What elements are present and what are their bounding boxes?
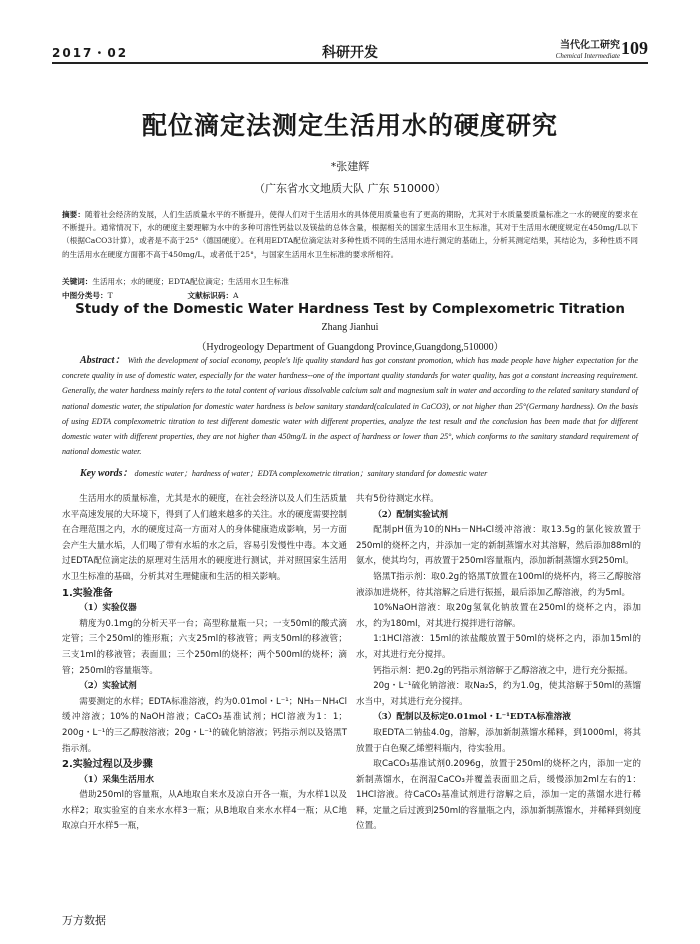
journal-name-cn: 当代化工研究 [560, 40, 620, 51]
eriochrome-paragraph: 铬黑T指示剂：取0.2g的铬黑T放置在100ml的烧杯内，将三乙醇胺溶液添加进烧杯，待其溶解之后进行振摇，最后添加乙醇溶液，约为5ml。 [356, 571, 641, 598]
reagents-paragraph: 需要测定的水样；EDTA标准溶液，约为0.01mol・L⁻¹；NH₃－NH₄Cl缓冲溶液；10%的NaOH溶液；CaCO₃基准试剂；HCl溶液为1：1；200g・L⁻¹的三乙醇胺溶液；20g・L⁻¹的硫化钠溶液；钙指示剂以及铬黑T指示剂。 [62, 696, 347, 754]
hcl-paragraph: 1:1HCl溶液：15ml的浓盐酸放置于50ml的烧杯之内，添加15ml的水，对其进行充分搅拌。 [356, 634, 641, 660]
clc-label: 中图分类号： [62, 291, 108, 300]
section-heading-2: 2.实验过程以及步骤 [62, 759, 153, 771]
author-en: Zhang Jianhui [321, 322, 379, 333]
subheading-prepare-reagents: （2）配制实验试剂 [373, 509, 448, 520]
journal-name-en: Chemical Intermediate [555, 52, 620, 60]
subheading-edta: （3）配制以及标定0.01mol・L⁻¹EDTA标准溶液 [373, 712, 571, 723]
subheading-sampling: （1）采集生活用水 [79, 774, 154, 785]
footer-watermark: 万方数据 [62, 914, 106, 927]
sampling-paragraph: 借助250ml的容量瓶，从A地取自来水及凉白开各一瓶，为水样1以及水样2；取实验室的自来水水样3一瓶；从B地取自来水水样4一瓶；从C地取凉白开水样5一瓶， [62, 790, 347, 832]
buffer-paragraph: 配制pH值为10的NH₃－NH₄Cl缓冲溶液：取13.5g的氯化铵放置于250ml的烧杯之内，并添加一定的新制蒸馏水对其溶解，然后添加88ml的氨水，使其均匀，再放置于250ml容量瓶内，添加新制蒸馏水到250ml。 [356, 525, 641, 567]
instruments-paragraph: 精度为0.1mg的分析天平一台；高型称量瓶一只；一支50ml的酸式滴定管；三个250ml的锥形瓶；六支25ml的移液管；两支50ml的移液管；三支1ml的移液管；表面皿；三个250ml的烧杯；两个500ml的烧杯；滴管；250ml的容量瓶等。 [62, 618, 347, 676]
keywords-cn [62, 275, 638, 288]
caco3-paragraph: 取CaCO₃基准试剂0.2096g，放置于250ml的烧杯之内，添加一定的新制蒸馏水，在润湿CaCO₃并覆盖表面皿之后，缓慢添加2ml左右的1：1HCl溶液。待CaCO₃基准试剂进行溶解之后，添加一定的蒸馏水进行稀释，定量之后过渡到250ml的容量瓶之内，添加新制蒸馏水，并稀释到刻度位置。 [356, 759, 641, 832]
keywords-en-label: Key words： [80, 468, 133, 479]
abstract-cn-label: 摘要： [62, 210, 86, 219]
section-heading-1: 1.实验准备 [62, 587, 113, 599]
edta-paragraph: 取EDTA二钠盐4.0g，溶解，添加新制蒸馏水稀释，到1000ml，将其放置于白色聚乙烯塑料瓶内，待实验用。 [356, 727, 641, 754]
keywords-cn-label: 关键词： [62, 277, 93, 286]
page-number: 109 [621, 38, 648, 58]
abstract-en-label: Abstract： [80, 355, 126, 366]
paper-title-en: Study of the Domestic Water Hardness Test by Complexometric Titration [75, 302, 625, 317]
paper-title-cn: 配位滴定法测定生活用水的硬度研究 [141, 111, 558, 140]
subheading-instruments: （1）实验仪器 [79, 603, 137, 614]
intro-paragraph: 生活用水的质量标准，尤其是水的硬度，在社会经济以及人们生活质量水平高速发展的大环境下，得到了人们越来越多的关注。水的硬度需要控制在合理范围之内，水的硬度过高一方面对人的身体健康造成影响，另一方面会产生大量水垢，人们喝了带有水垢的水之后，容易引发慢性中毒。本文通过EDTA配位滴定法的原理对生活用水的硬度进行测试，并对照国家生活用水卫生标准的基础，分析其对生理健康和生活的相关影响。 [62, 494, 347, 582]
section-title: 科研开发 [322, 45, 378, 61]
body-column-right [356, 492, 641, 835]
abstract-cn [62, 208, 638, 261]
author-cn: *张建辉 [330, 160, 370, 173]
continued-text: 共有5份待测定水样。 [356, 494, 439, 504]
sodium-sulfide-paragraph: 20g・L⁻¹硫化钠溶液：取Na₂S，约为1.0g，使其溶解于50ml的蒸馏水当中，对其进行充分搅拌。 [356, 681, 641, 707]
classification-line [62, 289, 638, 302]
subheading-reagents: （2）实验试剂 [79, 681, 137, 692]
affiliation-cn: （广东省水文地质大队 广东 510000） [254, 182, 446, 195]
keywords-en [80, 464, 640, 479]
header-rule [52, 62, 648, 64]
body-column-left [62, 492, 347, 835]
keywords-en-text: domestic water；hardness of water；EDTA complexometric titration；sanitary standard for domestic water [134, 469, 488, 478]
calcium-indicator-paragraph: 钙指示剂：把0.2g的钙指示剂溶解于乙醇溶液之中，进行充分振摇。 [373, 665, 633, 676]
naoh-paragraph: 10%NaOH溶液：取20g氢氧化钠放置在250ml的烧杯之内，添加水，约为180ml，对其进行搅拌进行溶解。 [356, 603, 641, 629]
abstract-en-text: With the development of social economy, people's life quality standard has got constant promotion, which has made people have higher expectation for the concrete quality in use of domestic water, especially for the water hardness--one of the important quality standards for water quality, has got a constant increasing requirement. Generally, the water hardness mainly refers to the total content of various dissolvable calcium salt and magnesium salt in water and according to the related sanitary standard of national domestic water, the stipulation for domestic water hardness is below sanitary standard(calculated in CaCO3), or not higher than 25°(Germany hardness). On the basis of using EDTA complexometric titration to test different domestic water with different properties, analyze the test result and the conclusion has been made that for different domestic water with different properties, they are not higher than 450mg/L in the aspect of hardness or lower than 25°, which conforms to the sanitary standard requirement of national domestic water. [62, 356, 639, 457]
doc-code-label: 文献标识码： [187, 291, 234, 300]
keywords-cn-text: 生活用水；水的硬度；EDTA配位滴定；生活用水卫生标准 [92, 277, 289, 286]
abstract-cn-text: 随着社会经济的发展，人们生活质量水平的不断提升，使得人们对于生活用水的具体使用质量也有了更高的期盼，尤其对于水质量要质量标准之一水的硬度的要求在不断提升。通常情况下，水的硬度主要理解为水中的多种可溶性钙盐以及镁盐的总体含量，根据相关的国家生活用水卫生标准，其对于生活用水硬度规定在450mg/L以下（根据CaCO3计算），或者是不高于25°（德国硬度）。在利用EDTA配位滴定法对多种性质不同的生活用水进行测定的基础上，分析其测定结果，其结论为，多种性质不同的生活用水在硬度方面都不高于450mg/L，或者低于25°，与国家生活用水卫生标准的要求所相符。 [62, 210, 638, 259]
doc-code-value: A [233, 291, 239, 300]
affiliation-en: （Hydrogeology Department of Guangdong Province,Guangdong,510000） [196, 342, 504, 353]
clc-value: T [107, 291, 113, 300]
abstract-en [62, 353, 638, 459]
issue-number: 2017・02 [52, 46, 129, 60]
